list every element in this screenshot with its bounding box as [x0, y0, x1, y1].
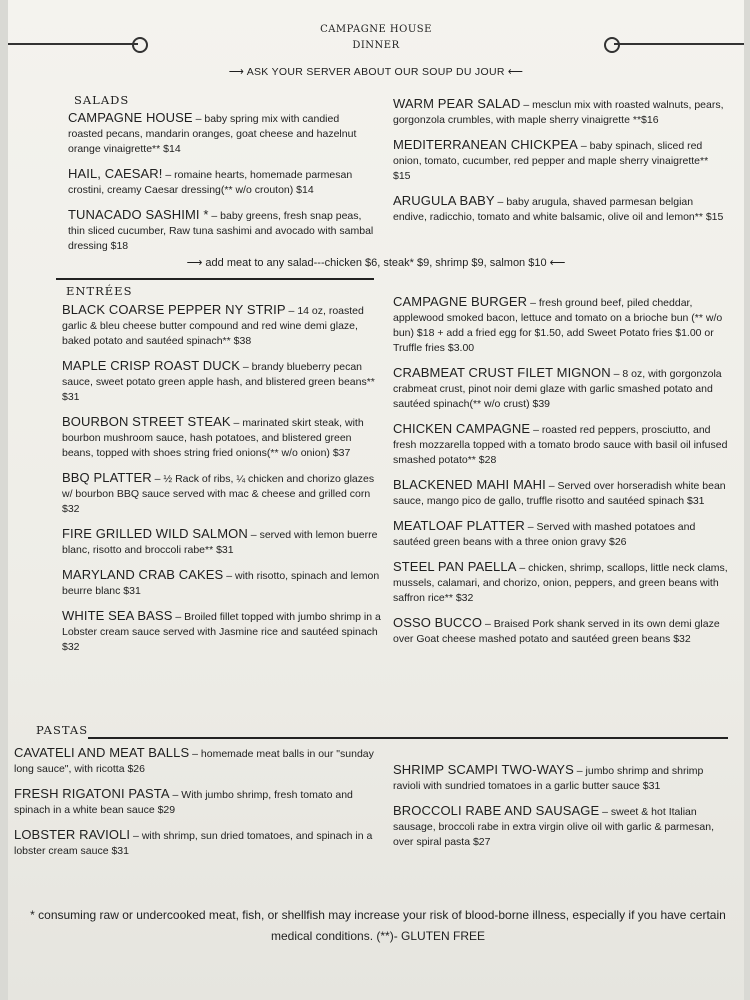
menu-item-name: BLACK COARSE PEPPER NY STRIP [62, 302, 286, 317]
menu-item-description: – with risotto, spinach and lemon beurre blanc $31 [62, 570, 380, 597]
menu-item [393, 477, 733, 509]
menu-item-name: FRESH RIGATONI PASTA [14, 786, 170, 801]
menu-item [393, 365, 733, 412]
arrow-left-icon: ⟶ [186, 257, 206, 269]
menu-item [62, 526, 382, 558]
arrow-right-icon: ⟵ [504, 66, 524, 78]
menu-item-description: – roasted red peppers, prosciutto, and fresh mozzarella topped with a tomato brodo sauce with basil oil infused smashed potato** $28 [393, 424, 728, 466]
arrow-right-icon: ⟵ [546, 257, 566, 269]
menu-item-name: BLACKENED MAHI MAHI [393, 477, 546, 492]
menu-item-description: – chicken, shrimp, scallops, little neck clams, mussels, calamari, and chorizo, onion, peppers, and green beans with saffron rice** $32 [393, 562, 728, 604]
menu-item-description: – baby arugula, shaved parmesan belgian endive, radicchio, tomato and white balsamic, olive oil and lemon** $15 [393, 196, 724, 223]
entrees-title: ENTRÉES [66, 284, 133, 298]
menu-item [393, 421, 733, 468]
menu-item [14, 745, 376, 777]
menu-header [8, 22, 744, 54]
menu-item-name: ARUGULA BABY [393, 193, 495, 208]
menu-item-name: MAPLE CRISP ROAST DUCK [62, 358, 240, 373]
menu-item-description: – brandy blueberry pecan sauce, sweet potato green apple hash, and blistered green beans** $31 [62, 361, 375, 403]
menu-item-description: – 8 oz, with gorgonzola crabmeat crust, pinot noir demi glaze with garlic smashed potato and sautéed spinach(** w/o crust) $39 [393, 368, 722, 410]
menu-item-name: BBQ PLATTER [62, 470, 152, 485]
menu-item [393, 518, 733, 550]
add-meat-text: add meat to any salad---chicken $6, steak* $9, shrimp $9, salmon $10 [205, 257, 547, 269]
menu-item-name: TUNACADO SASHIMI * [68, 207, 209, 222]
footer-disclaimer: * consuming raw or undercooked meat, fish, or shellfish may increase your risk of blood-borne illness, especially if you have certain medical conditions. (**)- GLUTEN FREE [30, 908, 726, 943]
menu-item-description: – with shrimp, sun dried tomatoes, and spinach in a lobster cream sauce $31 [14, 830, 373, 857]
menu-item-description: – jumbo shrimp and shrimp ravioli with sundried tomatoes in a garlic butter sauce $31 [393, 765, 704, 792]
menu-item [68, 166, 376, 198]
add-meat-note [8, 256, 744, 269]
soup-note-text: ASK YOUR SERVER ABOUT OUR SOUP DU JOUR [246, 66, 505, 78]
menu-item [68, 207, 376, 254]
entrees-right-column [393, 294, 733, 656]
menu-item-description: – ½ Rack of ribs, ¼ chicken and chorizo glazes w/ bourbon BBQ sauce served with mac & cheese and grilled corn $32 [62, 473, 375, 515]
section-divider [88, 737, 728, 739]
menu-item [393, 137, 728, 184]
menu-item-name: CAVATELI AND MEAT BALLS [14, 745, 190, 760]
entrees-left-column [62, 302, 382, 664]
menu-item-name: WHITE SEA BASS [62, 608, 173, 623]
menu-item-name: SHRIMP SCAMPI TWO-WAYS [393, 762, 574, 777]
menu-item-description: – 14 oz, roasted garlic & bleu cheese butter compound and red wine demi glaze, baked potato and sautéed spinach** $38 [62, 305, 364, 347]
pastas-title: PASTAS [36, 723, 89, 737]
menu-item [62, 567, 382, 599]
pastas-left-column [14, 745, 376, 868]
menu-item [62, 470, 382, 517]
salads-title: SALADS [74, 93, 130, 107]
menu-item-name: MEATLOAF PLATTER [393, 518, 525, 533]
menu-item-name: STEEL PAN PAELLA [393, 559, 517, 574]
menu-item-name: CHICKEN CAMPAGNE [393, 421, 531, 436]
menu-item-description: – Served over horseradish white bean sauce, mango pico de gallo, truffle risotto and sautéed spinach $31 [393, 480, 726, 507]
menu-item-name: FIRE GRILLED WILD SALMON [62, 526, 248, 541]
menu-item [393, 762, 733, 794]
menu-item-description: – Served with mashed potatoes and sautéed green beans with a three onion gravy $26 [393, 521, 696, 548]
menu-item-description: – With jumbo shrimp, fresh tomato and spinach in a white bean sauce $29 [14, 789, 353, 816]
menu-item-name: BROCCOLI RABE AND SAUSAGE [393, 803, 600, 818]
menu-item [14, 827, 376, 859]
pastas-right-column [393, 762, 733, 859]
menu-item-name: WARM PEAR SALAD [393, 96, 521, 111]
menu-page [8, 0, 744, 1000]
menu-item-description: – Broiled fillet topped with jumbo shrimp in a Lobster cream sauce served with Jasmine rice and sautéed spinach $32 [62, 611, 381, 653]
menu-item-description: – marinated skirt steak, with bourbon mushroom sauce, hash potatoes, and blistered green beans, topped with shoes string fried onions(** w/o onion) $37 [62, 417, 364, 459]
menu-item-description: – baby spinach, sliced red onion, tomato, cucumber, red pepper and maple sherry vinaigrette** $15 [393, 140, 709, 182]
menu-item [68, 110, 376, 157]
menu-item-name: CAMPAGNE HOUSE [68, 110, 193, 125]
menu-item [62, 302, 382, 349]
menu-item [393, 96, 728, 128]
menu-item-name: HAIL, CAESAR! [68, 166, 163, 181]
menu-item-description: – fresh ground beef, piled cheddar, applewood smoked bacon, lettuce and tomato on a brioche bun (** w/o bun) $18 + add a fried egg for $1.50, add Sweet Potato fries $1.00 or Truffle fries $3.00 [393, 297, 723, 354]
menu-item-name: OSSO BUCCO [393, 615, 483, 630]
menu-item-description: – mesclun mix with roasted walnuts, pears, gorgonzola crumbles, with maple sherry vinaigrette **$16 [393, 99, 724, 126]
menu-item [62, 414, 382, 461]
menu-item [62, 608, 382, 655]
menu-item-description: – romaine hearts, homemade parmesan crostini, creamy Caesar dressing(** w/o crouton) $14 [68, 169, 353, 196]
restaurant-name: CAMPAGNE HOUSE [320, 24, 432, 35]
menu-item-description: – baby greens, fresh snap peas, thin sliced cucumber, Raw tuna sashimi and avocado with sambal dressing $18 [68, 210, 374, 252]
menu-item-description: – Braised Pork shank served in its own demi glaze over Goat cheese mashed potato and sautéed green beans $32 [393, 618, 720, 645]
menu-item [393, 615, 733, 647]
menu-item [393, 294, 733, 356]
menu-item-description: – served with lemon buerre blanc, risotto and broccoli rabe** $31 [62, 529, 378, 556]
menu-item [393, 193, 728, 225]
menu-item-name: MARYLAND CRAB CAKES [62, 567, 224, 582]
menu-item [62, 358, 382, 405]
menu-item-name: MEDITERRANEAN CHICKPEA [393, 137, 578, 152]
menu-item-name: BOURBON STREET STEAK [62, 414, 231, 429]
menu-type: DINNER [352, 40, 400, 51]
section-divider [56, 278, 374, 280]
arrow-left-icon: ⟶ [228, 66, 247, 78]
menu-item-name: LOBSTER RAVIOLI [14, 827, 131, 842]
menu-item [393, 559, 733, 606]
menu-item [393, 803, 733, 850]
menu-item [14, 786, 376, 818]
salads-left-column [68, 110, 376, 263]
menu-item-description: – baby spring mix with candied roasted pecans, mandarin oranges, goat cheese and hazelnut orange vinaigrette** $14 [68, 113, 357, 155]
menu-item-description: – homemade meat balls in our "sunday long sauce", with ricotta $26 [14, 748, 374, 775]
salads-right-column [393, 96, 728, 234]
soup-note [8, 66, 744, 78]
menu-item-name: CAMPAGNE BURGER [393, 294, 528, 309]
menu-item-description: – sweet & hot Italian sausage, broccoli rabe in extra virgin olive oil with garlic & parmesan, over spiral pasta $27 [393, 806, 714, 848]
menu-item-name: CRABMEAT CRUST FILET MIGNON [393, 365, 611, 380]
